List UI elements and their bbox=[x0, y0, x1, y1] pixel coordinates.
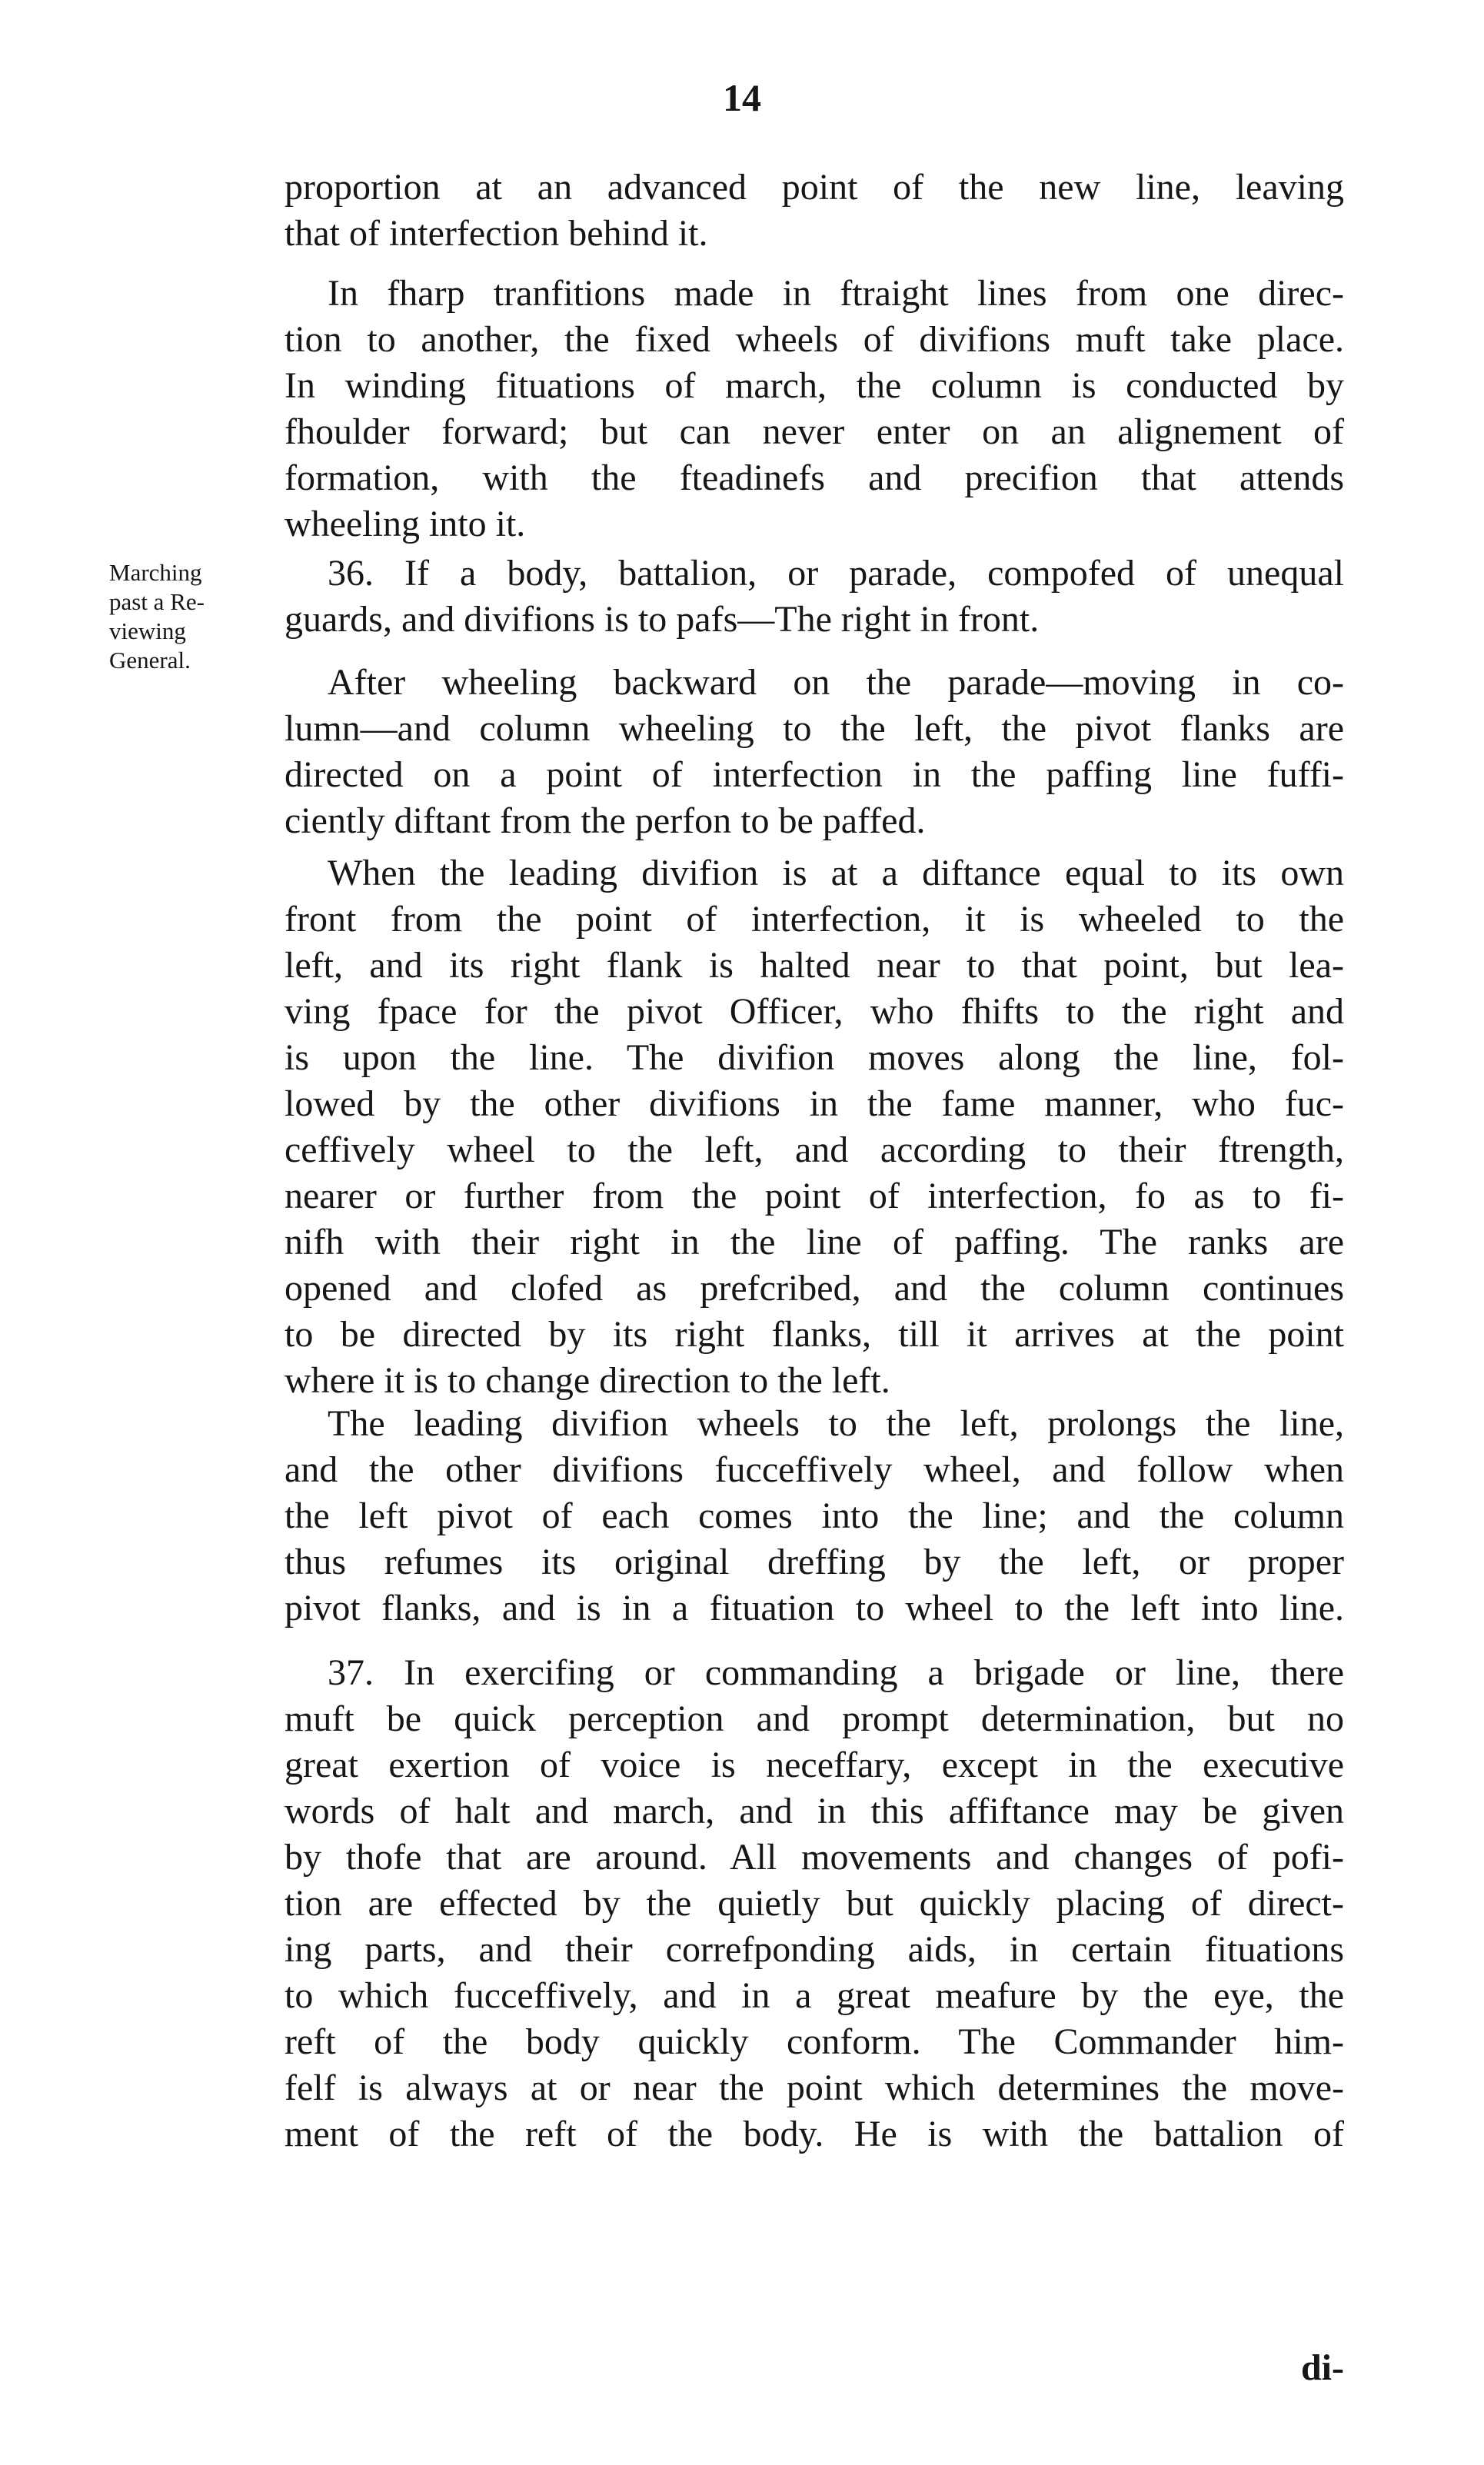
text-line: muft be quick perception and prompt determination, but no bbox=[284, 1698, 1344, 1739]
text-line: to which fucceffively, and in a great meafure by the eye, the bbox=[284, 1975, 1344, 2016]
text-line: pivot flanks, and is in a fituation to wheel to the left into line. bbox=[284, 1588, 1344, 1628]
text-line: nearer or further from the point of interfection, fo as to fi- bbox=[284, 1176, 1344, 1216]
text-line: lowed by the other divifions in the fame manner, who fuc- bbox=[284, 1083, 1344, 1124]
text-line: directed on a point of interfection in the paffing line fuffi- bbox=[284, 754, 1344, 795]
text-line: proportion at an advanced point of the new line, leaving bbox=[284, 167, 1344, 208]
margin-note bbox=[109, 558, 278, 675]
catchword: di- bbox=[1300, 2347, 1344, 2388]
text-line: left, and its right flank is halted near to that point, but lea- bbox=[284, 945, 1344, 986]
text-line: to be directed by its right flanks, till it arrives at the point bbox=[284, 1314, 1344, 1355]
page-number: 14 bbox=[723, 76, 761, 119]
text-line: formation, with the fteadinefs and precifion that attends bbox=[284, 457, 1344, 498]
paragraph-leading-division bbox=[284, 850, 1344, 1404]
text-line: that of interfection behind it. bbox=[284, 213, 708, 254]
paragraph-sharp-transitions bbox=[284, 271, 1344, 547]
paragraph-section-37 bbox=[284, 1650, 1344, 2157]
paragraph-wheeling-backward bbox=[284, 660, 1344, 844]
text-line: ment of the reft of the body. He is with the battalion of bbox=[284, 2114, 1344, 2154]
text-line: ing parts, and their correfponding aids, in certain fituations bbox=[284, 1929, 1344, 1970]
text-line: The leading divifion wheels to the left, prolongs the line, bbox=[328, 1403, 1344, 1444]
text-line: wheeling into it. bbox=[284, 504, 526, 544]
text-line: When the leading divifion is at a diftance equal to its own bbox=[328, 853, 1344, 893]
text-line: the left pivot of each comes into the line; and the column bbox=[284, 1495, 1344, 1536]
text-line: ceffively wheel to the left, and according to their ftrength, bbox=[284, 1129, 1344, 1170]
text-line: front from the point of interfection, it is wheeled to the bbox=[284, 899, 1344, 940]
text-line: opened and clofed as prefcribed, and the column continues bbox=[284, 1268, 1344, 1309]
text-line: In winding fituations of march, the column is conducted by bbox=[284, 365, 1344, 406]
text-line: fhoulder forward; but can never enter on an alignement of bbox=[284, 411, 1344, 452]
text-line: nifh with their right in the line of paffing. The ranks are bbox=[284, 1222, 1344, 1262]
text-line: is upon the line. The divifion moves along the line, fol- bbox=[284, 1037, 1344, 1078]
text-line: After wheeling backward on the parade—moving in co- bbox=[328, 662, 1344, 703]
text-line: reft of the body quickly conform. The Commander him- bbox=[284, 2021, 1344, 2062]
text-line: ciently diftant from the perfon to be paffed. bbox=[284, 800, 926, 841]
paragraph-section-36 bbox=[284, 551, 1344, 643]
text-line: words of halt and march, and in this affiftance may be given bbox=[284, 1791, 1344, 1831]
margin-note-line: Marching bbox=[109, 559, 202, 586]
paragraph-continuation bbox=[284, 165, 1344, 257]
text-line: felf is always at or near the point which determines the move- bbox=[284, 2067, 1344, 2108]
text-line: where it is to change direction to the left. bbox=[284, 1360, 890, 1401]
text-line: 36. If a body, battalion, or parade, compofed of unequal bbox=[328, 553, 1344, 594]
text-line: by thofe that are around. All movements and changes of pofi- bbox=[284, 1837, 1344, 1878]
margin-note-line: viewing bbox=[109, 617, 186, 644]
margin-note-line: past a Re- bbox=[109, 588, 205, 615]
text-line: lumn—and column wheeling to the left, the pivot flanks are bbox=[284, 708, 1344, 749]
text-line: tion to another, the fixed wheels of divifions muft take place. bbox=[284, 319, 1344, 360]
paragraph-prolongs-line bbox=[284, 1401, 1344, 1632]
text-line: guards, and divifions is to pafs—The right in front. bbox=[284, 599, 1040, 640]
text-line: tion are effected by the quietly but quickly placing of direct- bbox=[284, 1883, 1344, 1924]
text-line: and the other divifions fucceffively wheel, and follow when bbox=[284, 1449, 1344, 1490]
text-line: great exertion of voice is neceffary, except in the executive bbox=[284, 1745, 1344, 1785]
margin-note-line: General. bbox=[109, 647, 191, 674]
text-line: 37. In exercifing or commanding a brigade or line, there bbox=[328, 1652, 1344, 1693]
text-line: thus refumes its original dreffing by the left, or proper bbox=[284, 1542, 1344, 1582]
text-line: In fharp tranfitions made in ftraight lines from one direc- bbox=[328, 273, 1344, 314]
text-line: ving fpace for the pivot Officer, who fhifts to the right and bbox=[284, 991, 1344, 1032]
